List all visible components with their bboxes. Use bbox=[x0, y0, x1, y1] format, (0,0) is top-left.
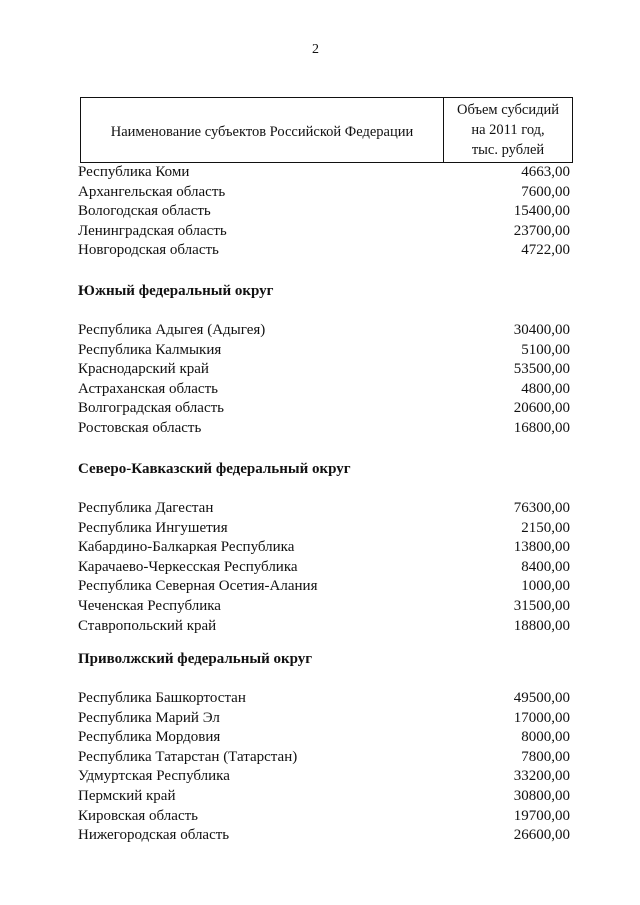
region-name: Республика Ингушетия bbox=[78, 519, 228, 536]
subsidy-value: 15400,00 bbox=[513, 203, 570, 220]
region-name: Республика Калмыкия bbox=[78, 341, 222, 358]
district-title: Южный федеральный округ bbox=[78, 283, 274, 299]
subsidy-value: 18800,00 bbox=[513, 617, 570, 634]
region-name: Волгоградская область bbox=[78, 400, 224, 417]
table-row bbox=[78, 749, 570, 769]
region-name: Пермский край bbox=[78, 788, 176, 804]
region-name: Чеченская Республика bbox=[78, 598, 221, 614]
region-name: Нижегородская область bbox=[78, 827, 230, 844]
table-header bbox=[80, 97, 573, 163]
district-title: Северо-Кавказский федеральный округ bbox=[78, 461, 351, 477]
subsidy-value: 53500,00 bbox=[513, 361, 570, 378]
subsidy-value: 76300,00 bbox=[513, 500, 570, 516]
subsidy-value: 1000,00 bbox=[521, 578, 570, 595]
header-volume-line-2: на 2011 год, bbox=[471, 122, 545, 138]
table-row bbox=[78, 808, 570, 828]
subsidy-value: 30400,00 bbox=[513, 322, 570, 338]
region-name: Республика Татарстан (Татарстан) bbox=[78, 748, 298, 765]
subsidy-value: 8000,00 bbox=[521, 729, 570, 746]
table-row bbox=[78, 342, 570, 362]
header-volume-column bbox=[444, 98, 572, 162]
table-row bbox=[78, 322, 570, 342]
district-title: Приволжский федеральный округ bbox=[78, 651, 313, 667]
region-name: Республика Северная Осетия-Алания bbox=[78, 578, 318, 595]
table-row bbox=[78, 203, 570, 223]
table-row bbox=[78, 361, 570, 381]
subsidy-value: 4722,00 bbox=[521, 242, 570, 259]
region-name: Республика Башкортостан bbox=[78, 690, 246, 706]
subsidy-value: 49500,00 bbox=[513, 690, 570, 706]
subsidy-value: 19700,00 bbox=[513, 807, 570, 824]
region-name: Республика Адыгея (Адыгея) bbox=[78, 322, 266, 338]
subsidy-value: 16800,00 bbox=[513, 420, 570, 436]
table-row bbox=[78, 618, 570, 638]
region-name: Республика Дагестан bbox=[78, 500, 214, 516]
table-row bbox=[78, 164, 570, 184]
table-row bbox=[78, 690, 570, 710]
table-row bbox=[78, 400, 570, 420]
table-row bbox=[78, 184, 570, 204]
subsidy-value: 7600,00 bbox=[521, 183, 570, 200]
region-name: Ставропольский край bbox=[78, 617, 217, 634]
region-name: Кировская область bbox=[78, 807, 199, 824]
region-name: Астраханская область bbox=[78, 380, 218, 397]
table-row bbox=[78, 768, 570, 788]
subsidy-value: 17000,00 bbox=[513, 709, 570, 726]
subsidy-value: 23700,00 bbox=[513, 222, 570, 239]
region-name: Вологодская область bbox=[78, 203, 211, 220]
subsidy-value: 13800,00 bbox=[513, 539, 570, 556]
subsidy-value: 30800,00 bbox=[513, 788, 570, 804]
region-name: Архангельская область bbox=[78, 183, 226, 200]
subsidy-value: 33200,00 bbox=[513, 768, 570, 785]
table-row bbox=[78, 420, 570, 440]
table-row bbox=[78, 242, 570, 262]
subsidy-value: 7800,00 bbox=[521, 748, 570, 765]
subsidy-value: 8400,00 bbox=[521, 558, 570, 575]
table-row bbox=[78, 710, 570, 730]
region-name: Республика Марий Эл bbox=[78, 709, 220, 726]
region-name: Ленинградская область bbox=[78, 222, 227, 239]
region-name: Новгородская область bbox=[78, 242, 219, 259]
region-name: Республика Мордовия bbox=[78, 729, 221, 746]
header-name-column: Наименование субъектов Российской Федерации bbox=[81, 98, 444, 162]
region-name: Ростовская область bbox=[78, 420, 202, 436]
header-volume-line-3: тыс. рублей bbox=[471, 142, 545, 158]
subsidy-value: 20600,00 bbox=[513, 400, 570, 417]
region-name: Республика Коми bbox=[78, 164, 190, 180]
table-row bbox=[78, 223, 570, 243]
subsidy-value: 4663,00 bbox=[521, 164, 570, 180]
region-name: Удмуртская Республика bbox=[78, 768, 230, 785]
table-row bbox=[78, 827, 570, 847]
page-number: 2 bbox=[312, 42, 319, 57]
table-row bbox=[78, 381, 570, 401]
region-name: Кабардино-Балкаркая Республика bbox=[78, 539, 295, 556]
table-row bbox=[78, 500, 570, 520]
region-name: Краснодарский край bbox=[78, 361, 209, 378]
subsidy-value: 2150,00 bbox=[521, 519, 570, 536]
table-row bbox=[78, 539, 570, 559]
subsidy-value: 5100,00 bbox=[521, 341, 570, 358]
table-row bbox=[78, 729, 570, 749]
subsidy-value: 31500,00 bbox=[513, 598, 570, 614]
table-row bbox=[78, 559, 570, 579]
header-volume-line-1: Объем субсидий bbox=[457, 102, 559, 118]
table-row bbox=[78, 578, 570, 598]
subsidy-value: 26600,00 bbox=[513, 827, 570, 844]
table-row bbox=[78, 598, 570, 618]
table-row bbox=[78, 520, 570, 540]
region-name: Карачаево-Черкесская Республика bbox=[78, 558, 298, 575]
table-row bbox=[78, 788, 570, 808]
subsidy-value: 4800,00 bbox=[521, 380, 570, 397]
